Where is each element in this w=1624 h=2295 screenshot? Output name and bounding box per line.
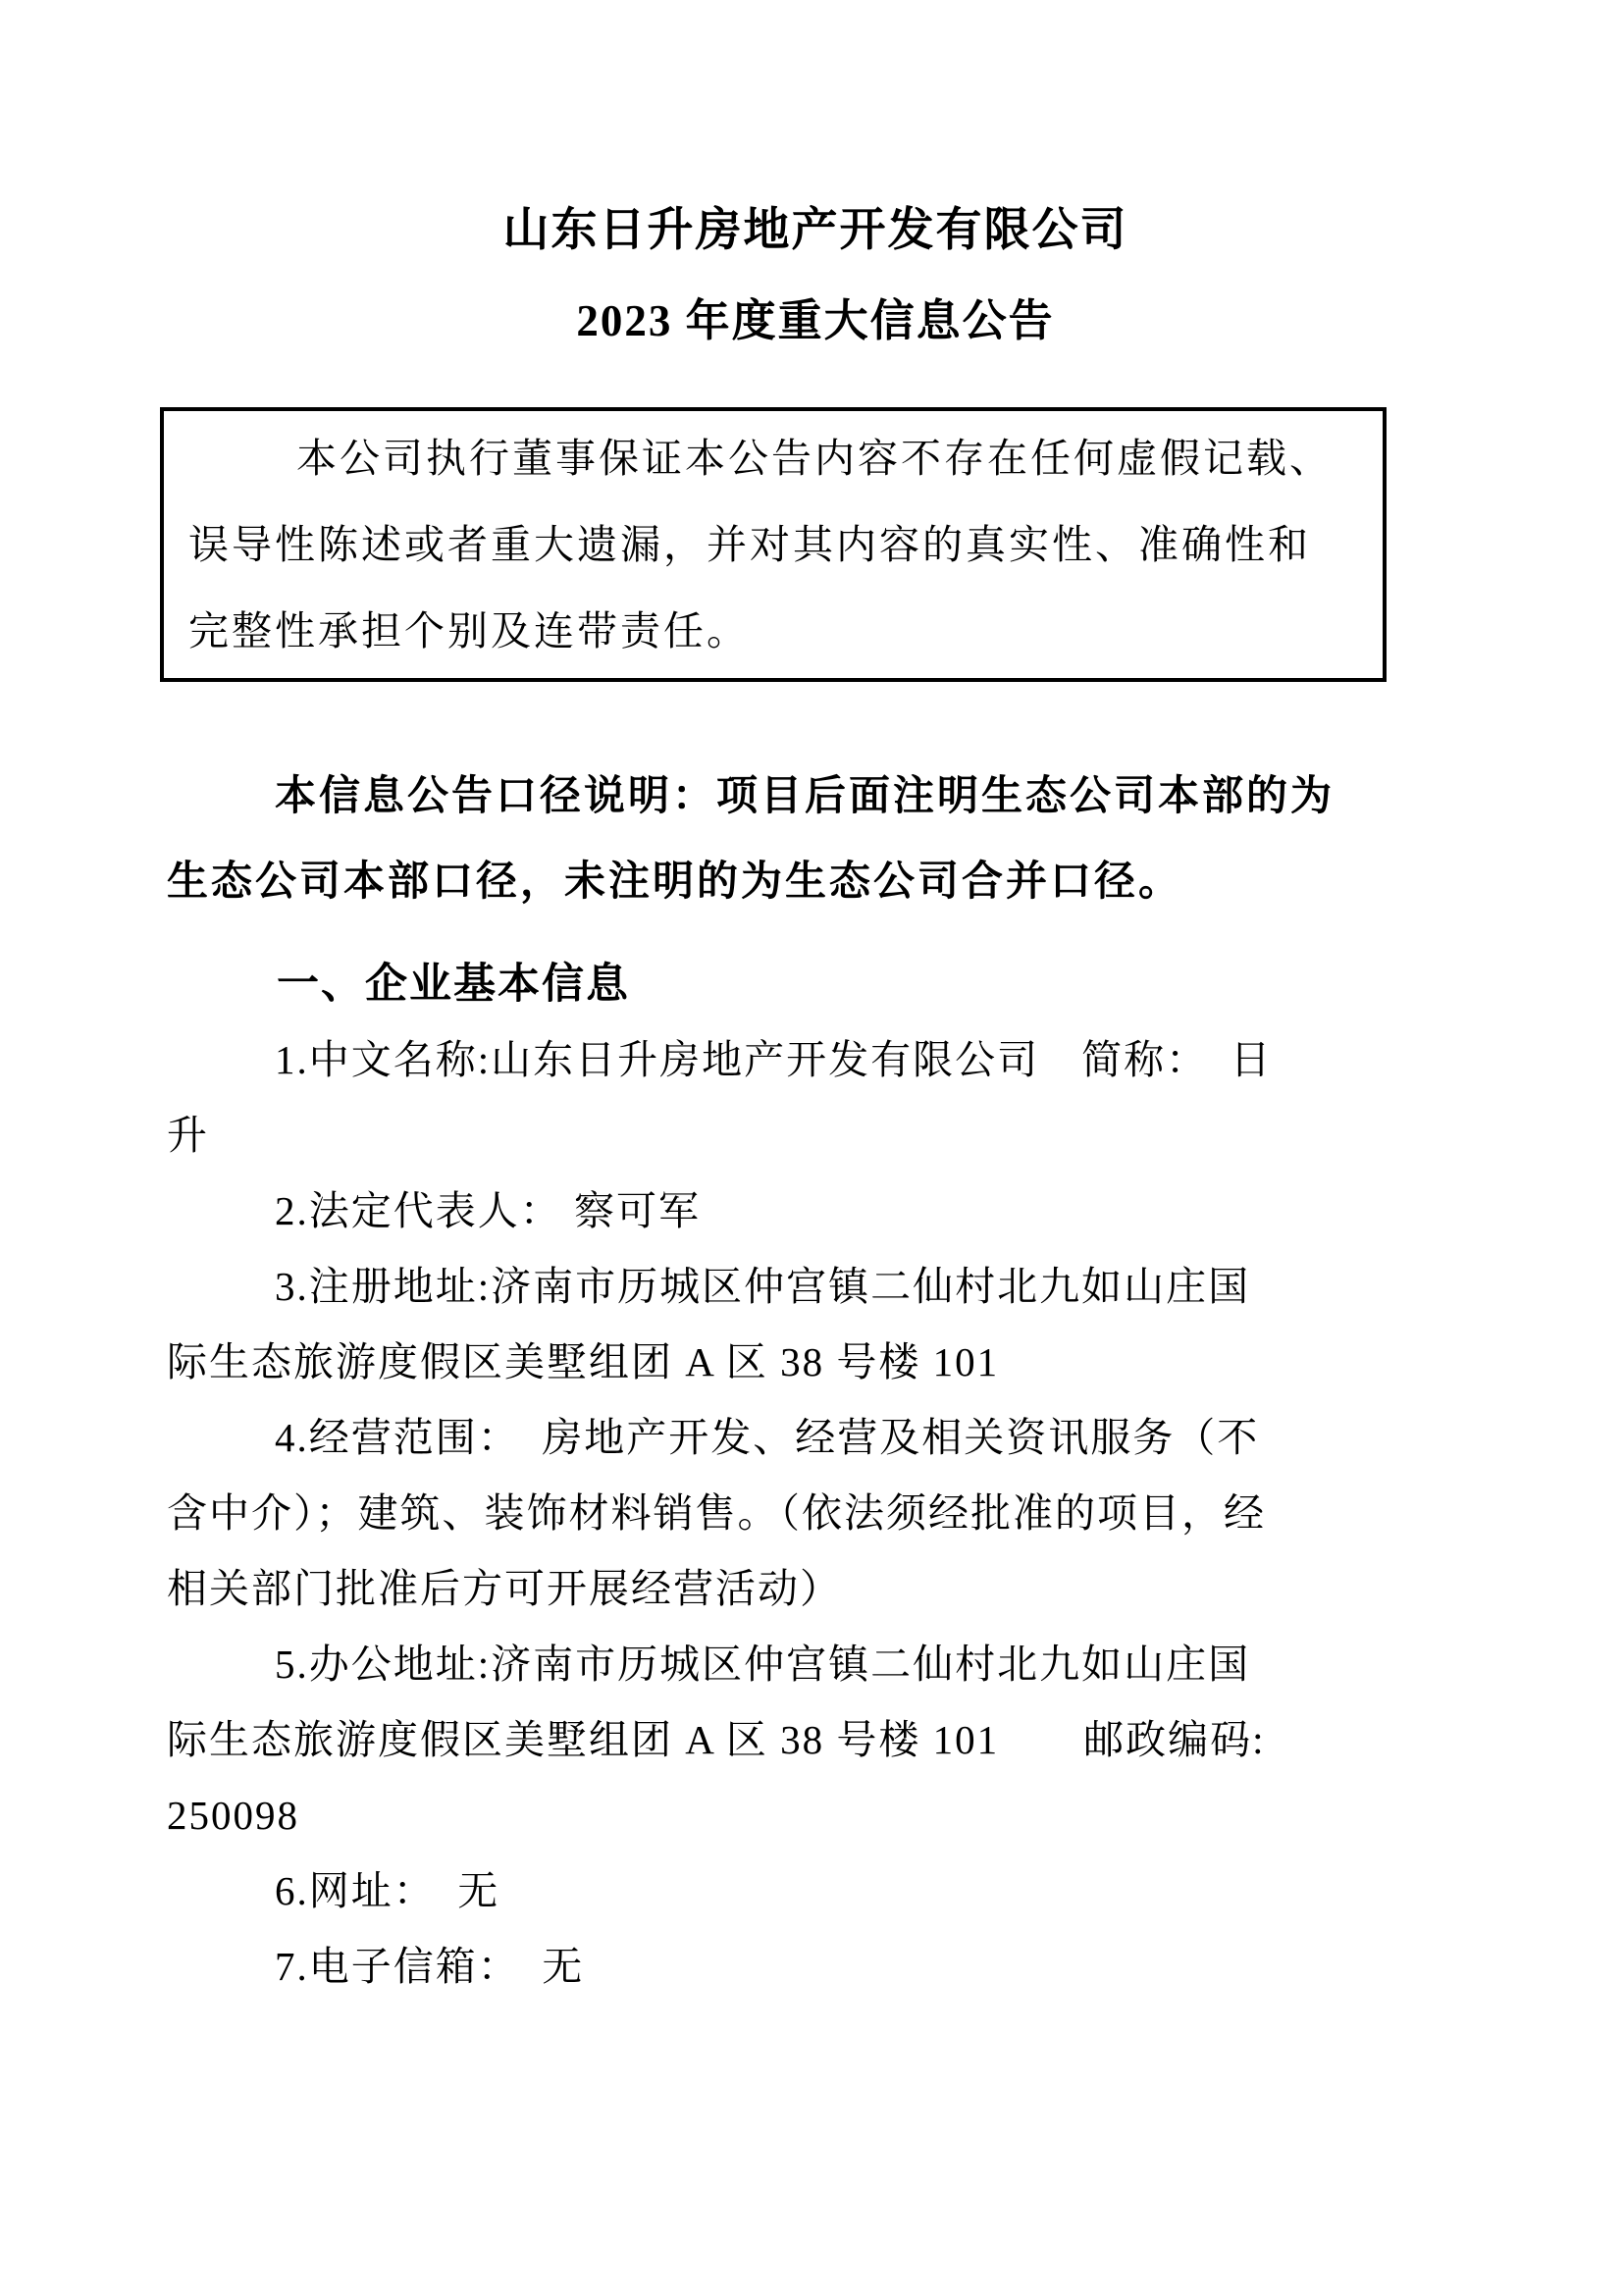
text-line: 含中介）；建筑、装饰材料销售。（依法须经批准的项目，经 — [167, 1490, 1266, 1536]
text-line: 7.电子信箱： 无 — [275, 1944, 585, 1989]
caliber-note — [167, 755, 1464, 925]
list-item-website — [167, 1853, 1464, 1929]
caliber-note-line-1: 本信息公告口径说明：项目后面注明生态公司本部的为 — [275, 774, 1336, 819]
text-line: 际生态旅游度假区美墅组团 A 区 38 号楼 101 邮政编码: — [167, 1717, 1266, 1762]
list-item-office-address — [167, 1627, 1464, 1853]
disclaimer-line-3: 完整性承担个别及连带责任。 — [188, 608, 750, 653]
caliber-note-line-2: 生态公司本部口径，未注明的为生态公司合并口径。 — [167, 860, 1183, 905]
text-line: 2.法定代表人： 察可军 — [275, 1188, 701, 1233]
text-line: 5.办公地址:济南市历城区仲宫镇二仙村北九如山庄国 — [275, 1642, 1251, 1687]
disclaimer-box — [160, 407, 1387, 682]
document-title: 山东日升房地产开发有限公司 — [502, 205, 1128, 256]
text-line: 6.网址： 无 — [275, 1868, 500, 1913]
list-item-chinese-name — [167, 1022, 1464, 1174]
text-line: 际生态旅游度假区美墅组团 A 区 38 号楼 101 — [167, 1339, 1000, 1384]
section-heading-basic-info: 一、企业基本信息 — [277, 962, 630, 1008]
text-line: 4.经营范围： 房地产开发、经营及相关资讯服务（不 — [275, 1415, 1260, 1460]
text-line: 相关部门批准后方可开展经营活动） — [167, 1566, 842, 1611]
list-item-legal-representative — [167, 1174, 1464, 1249]
basic-info-list — [167, 1022, 1464, 2005]
document-subtitle: 2023 年度重大信息公告 — [576, 296, 1055, 345]
text-line: 250098 — [167, 1793, 299, 1838]
document-content — [167, 0, 1464, 2005]
text-line: 3.注册地址:济南市历城区仲宫镇二仙村北九如山庄国 — [275, 1264, 1251, 1309]
list-item-registered-address — [167, 1249, 1464, 1400]
text-line: 1.中文名称:山东日升房地产开发有限公司 简称： 日 — [275, 1037, 1273, 1082]
disclaimer-line-1: 本公司执行董事保证本公告内容不存在任何虚假记载、 — [296, 436, 1333, 481]
text-line: 升 — [167, 1113, 209, 1158]
list-item-email — [167, 1929, 1464, 2005]
disclaimer-line-2: 误导性陈述或者重大遗漏，并对其内容的真实性、准确性和 — [188, 522, 1311, 567]
list-item-business-scope — [167, 1400, 1464, 1627]
